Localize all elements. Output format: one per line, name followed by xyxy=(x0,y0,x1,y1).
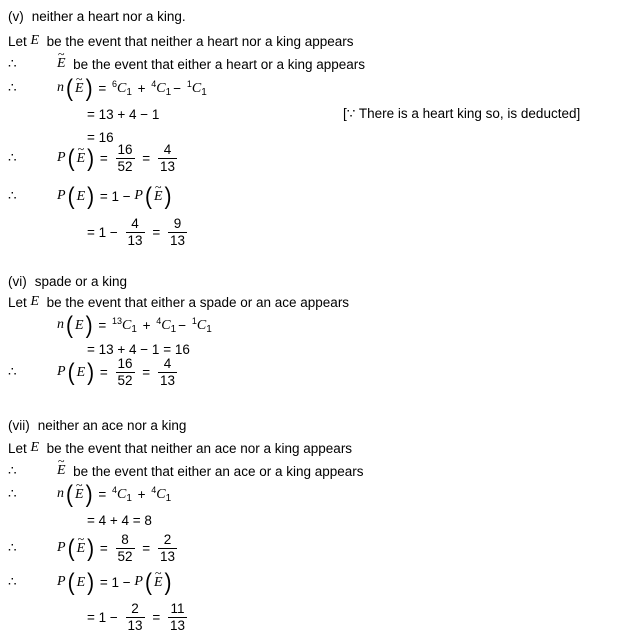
paren-content xyxy=(75,150,88,167)
math-text: = 1 − xyxy=(96,188,135,204)
left-paren: ( xyxy=(144,568,152,596)
parenthesized-expression xyxy=(66,74,93,102)
math-text: = xyxy=(94,317,110,333)
math-variable: P xyxy=(134,188,143,203)
therefore-symbol: ∴ xyxy=(8,188,17,203)
comb-c: C xyxy=(161,317,171,333)
parenthesized-expression xyxy=(67,534,95,562)
comb-r: 1 xyxy=(126,492,132,504)
part-label: (vii) xyxy=(8,417,30,433)
denominator: 13 xyxy=(169,232,185,248)
fraction xyxy=(116,532,135,565)
paren-content xyxy=(73,486,86,503)
math-variable: E xyxy=(76,574,86,590)
complement-variable: ~ E xyxy=(154,189,163,205)
math-text: Let xyxy=(8,440,31,456)
math-text: + xyxy=(133,80,150,96)
math-line xyxy=(87,217,191,247)
combination xyxy=(151,79,171,98)
denominator: 52 xyxy=(117,158,133,174)
math-line xyxy=(57,181,174,211)
parenthesized-expression xyxy=(66,311,93,339)
math-variable: E xyxy=(30,33,40,48)
complement-variable: ~ E xyxy=(77,541,86,557)
complement-variable: ~ E xyxy=(154,575,163,591)
combination xyxy=(112,79,132,98)
math-text: = 13 + 4 − 1 = 16 xyxy=(87,341,190,357)
combination xyxy=(112,316,137,335)
math-line xyxy=(57,567,174,597)
combination xyxy=(187,79,207,98)
comb-n: 4 xyxy=(111,484,117,495)
right-paren: ) xyxy=(85,480,93,508)
right-paren: ) xyxy=(164,182,172,210)
left-paren: ( xyxy=(67,358,75,386)
math-text: = xyxy=(94,80,110,96)
comb-r: 1 xyxy=(165,86,172,98)
math-variable: P xyxy=(57,188,66,203)
math-text: = 1 − xyxy=(87,224,122,240)
comb-c: C xyxy=(116,80,127,96)
comb-r: 1 xyxy=(206,323,212,335)
math-text: = xyxy=(148,609,164,625)
paren-content xyxy=(75,364,88,381)
numerator: 16 xyxy=(117,355,133,371)
right-paren: ) xyxy=(87,182,95,210)
comb-c: C xyxy=(196,317,207,333)
math-text: be the event that either a spade or an ace appears xyxy=(39,294,350,310)
numerator: 16 xyxy=(117,141,133,157)
math-text: = xyxy=(148,224,164,240)
right-paren: ) xyxy=(87,358,95,386)
math-variable: E xyxy=(76,364,86,380)
right-paren: ) xyxy=(164,568,172,596)
math-variable: E xyxy=(30,294,40,309)
comb-r: 1 xyxy=(165,492,172,504)
paren-content xyxy=(73,317,86,334)
fraction xyxy=(168,601,187,634)
part-label: (vi) xyxy=(8,273,27,289)
right-paren: ) xyxy=(85,74,93,102)
therefore-symbol: ∴ xyxy=(8,364,17,379)
left-paren: ( xyxy=(66,74,73,102)
fraction xyxy=(168,216,187,249)
left-paren: ( xyxy=(67,534,75,562)
math-text: + xyxy=(133,486,150,502)
numerator: 8 xyxy=(121,531,129,547)
math-variable: n xyxy=(57,317,64,332)
comb-n: 4 xyxy=(156,315,162,326)
complement-variable: ~ E xyxy=(57,463,66,479)
math-text: − xyxy=(178,317,190,333)
comb-n: 1 xyxy=(186,78,192,89)
comb-n: 6 xyxy=(111,78,117,89)
therefore-symbol: ∴ xyxy=(8,150,17,165)
denominator: 52 xyxy=(117,372,133,388)
therefore-symbol: ∴ xyxy=(8,463,17,478)
numerator: 4 xyxy=(163,355,172,371)
therefore-symbol: ∴ xyxy=(8,574,17,589)
complement-variable: ~ E xyxy=(77,151,86,167)
parenthesized-expression xyxy=(67,182,95,210)
math-variable: E xyxy=(75,317,84,333)
math-text: = xyxy=(138,150,154,166)
numerator: 2 xyxy=(163,531,172,547)
math-variable: E xyxy=(30,440,40,455)
numerator: 2 xyxy=(131,600,139,616)
therefore-symbol: ∴ xyxy=(8,486,17,501)
comb-n: 4 xyxy=(151,484,157,495)
left-paren: ( xyxy=(66,480,73,508)
combination xyxy=(156,316,176,335)
math-text: = xyxy=(94,486,110,502)
denominator: 13 xyxy=(127,232,143,248)
math-text: = xyxy=(96,150,112,166)
fraction xyxy=(158,142,177,175)
paren-content xyxy=(75,574,88,591)
math-variable: P xyxy=(57,150,66,165)
paren-content xyxy=(152,188,165,205)
right-paren: ) xyxy=(87,534,95,562)
math-line xyxy=(57,357,181,387)
math-text: Let xyxy=(8,33,31,49)
fraction xyxy=(126,216,145,249)
math-text: Let xyxy=(8,294,31,310)
comb-c: C xyxy=(191,80,202,96)
fraction xyxy=(158,356,177,389)
complement-variable: ~ E xyxy=(75,81,84,97)
combination xyxy=(151,485,171,504)
math-variable: E xyxy=(76,188,86,204)
denominator: 13 xyxy=(169,617,185,633)
denominator: 13 xyxy=(159,158,175,174)
comb-c: C xyxy=(156,486,166,502)
combination xyxy=(192,316,212,335)
denominator: 13 xyxy=(159,372,175,388)
parenthesized-expression xyxy=(66,480,93,508)
math-variable: P xyxy=(57,574,66,589)
numerator: 4 xyxy=(131,215,139,231)
comb-n: 13 xyxy=(111,315,122,326)
math-text: = 1 − xyxy=(87,609,122,625)
comb-c: C xyxy=(156,80,166,96)
part-label: (v) xyxy=(8,8,24,24)
parenthesized-expression xyxy=(67,144,95,172)
comb-c: C xyxy=(121,317,132,333)
denominator: 52 xyxy=(117,548,133,564)
left-paren: ( xyxy=(67,144,75,172)
right-paren: ) xyxy=(85,311,93,339)
part-title: neither an ace nor a king xyxy=(37,417,187,433)
comb-n: 1 xyxy=(191,315,197,326)
comb-r: 1 xyxy=(170,323,177,335)
left-paren: ( xyxy=(67,568,75,596)
math-text: − xyxy=(173,80,185,96)
left-paren: ( xyxy=(67,182,75,210)
math-variable: n xyxy=(57,80,64,95)
math-text: = 13 + 4 − 1 xyxy=(87,106,160,122)
denominator: 13 xyxy=(127,617,143,633)
numerator: 4 xyxy=(163,141,172,157)
math-line xyxy=(87,505,152,535)
therefore-symbol: ∴ xyxy=(8,56,17,71)
math-line xyxy=(57,533,181,563)
math-text: = xyxy=(96,364,112,380)
parenthesized-expression xyxy=(67,358,95,386)
math-text: be the event that neither a heart nor a king appears xyxy=(39,33,354,49)
math-text: + xyxy=(138,317,155,333)
math-line xyxy=(87,602,191,632)
right-paren: ) xyxy=(87,144,95,172)
fraction xyxy=(116,142,135,175)
math-text: = xyxy=(138,540,154,556)
math-text: be the event that either an ace or a king appears xyxy=(65,463,364,479)
comb-r: 1 xyxy=(201,86,207,98)
fraction xyxy=(116,356,135,389)
math-text: = xyxy=(138,364,154,380)
math-variable: P xyxy=(57,364,66,379)
math-text: = 1 − xyxy=(96,574,135,590)
part-title: spade or a king xyxy=(34,273,128,289)
right-paren: ) xyxy=(87,568,95,596)
part-title: neither a heart nor a king. xyxy=(31,8,186,24)
fraction xyxy=(158,532,177,565)
math-text: = xyxy=(96,540,112,556)
math-text: = 16 xyxy=(87,129,114,145)
math-variable: P xyxy=(134,574,143,589)
paren-content xyxy=(75,188,88,205)
numerator: 11 xyxy=(170,600,185,616)
math-variable: P xyxy=(57,540,66,555)
comb-c: C xyxy=(116,486,127,502)
comb-n: 4 xyxy=(151,78,157,89)
comb-r: 1 xyxy=(126,86,132,98)
complement-variable: ~ E xyxy=(75,487,84,503)
paren-content xyxy=(75,540,88,557)
math-text: = 4 + 4 = 8 xyxy=(87,512,152,528)
combination xyxy=(112,485,132,504)
math-text: be the event that neither an ace nor a king appears xyxy=(39,440,353,456)
numerator: 9 xyxy=(173,215,182,231)
therefore-symbol: ∴ xyxy=(8,80,17,95)
left-paren: ( xyxy=(66,311,73,339)
fraction xyxy=(126,601,145,634)
complement-variable: ~ E xyxy=(57,56,66,72)
paren-content xyxy=(152,574,165,591)
comb-r: 1 xyxy=(131,323,137,335)
paren-content xyxy=(73,80,86,97)
math-variable: n xyxy=(57,486,64,501)
left-paren: ( xyxy=(144,182,152,210)
parenthesized-expression xyxy=(67,568,95,596)
therefore-symbol: ∴ xyxy=(8,540,17,555)
parenthesized-expression xyxy=(144,182,172,210)
math-text: be the event that either a heart or a king appears xyxy=(65,56,366,72)
denominator: 13 xyxy=(159,548,175,564)
parenthesized-expression xyxy=(144,568,172,596)
math-comment: [∵ There is a heart king so, is deducted] xyxy=(343,106,581,121)
math-line xyxy=(57,143,181,173)
